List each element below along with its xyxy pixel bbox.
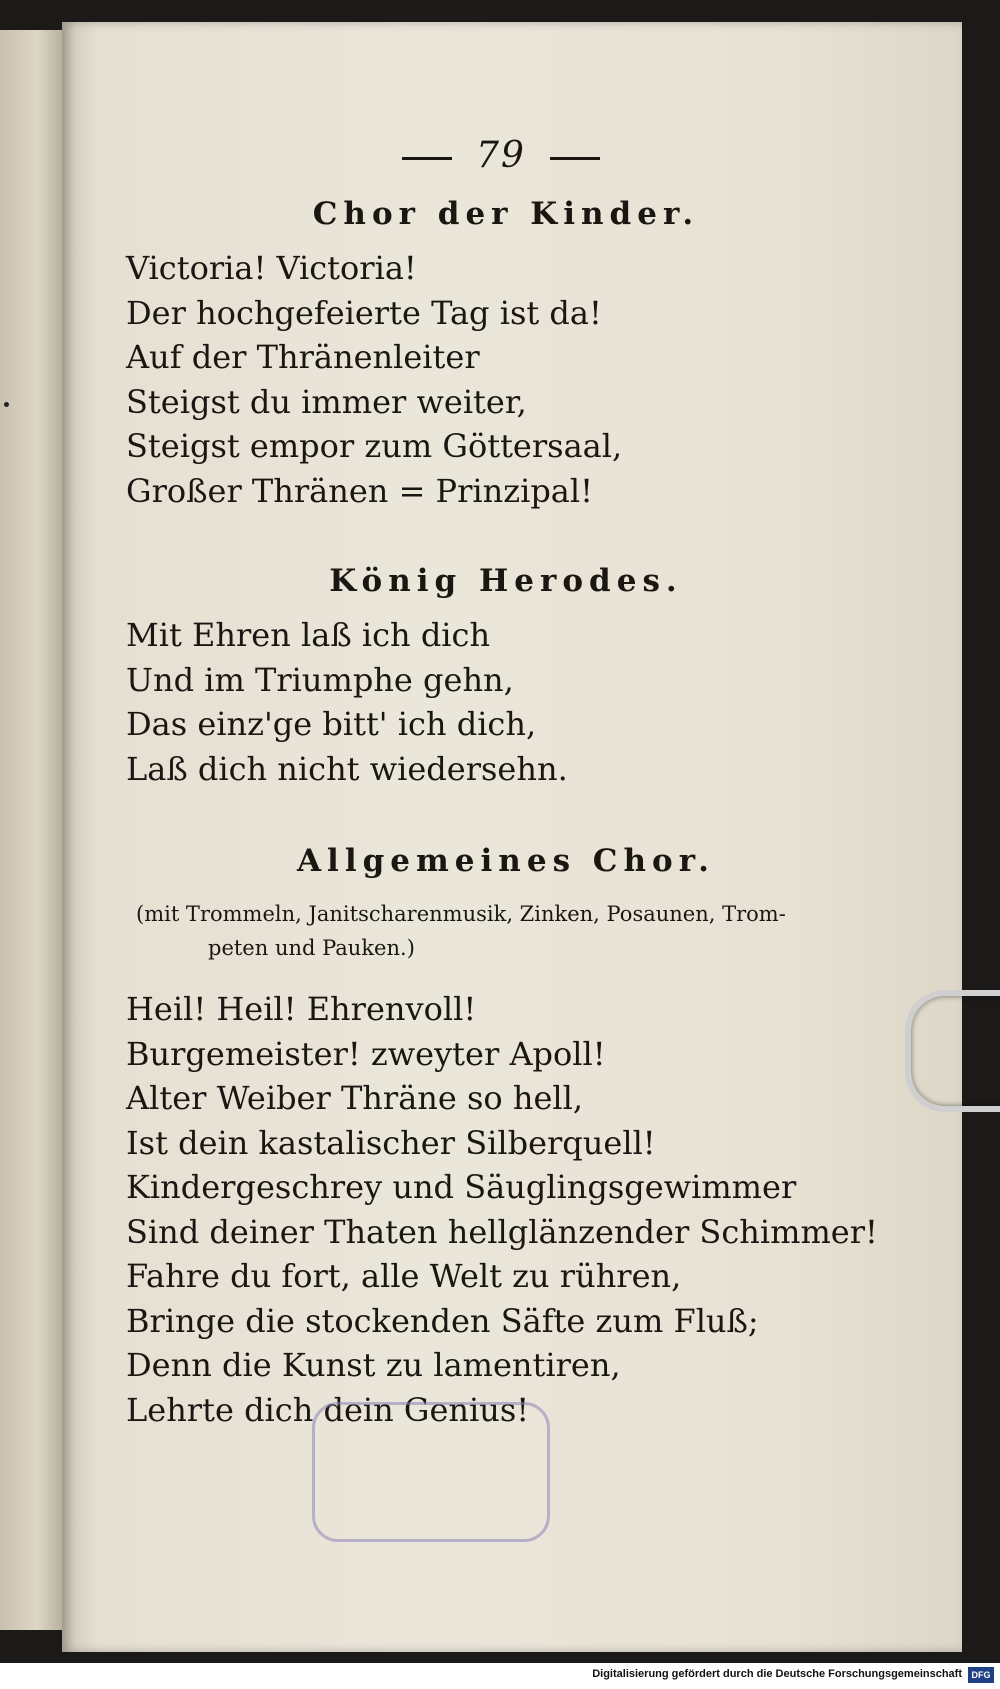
verse-koenig-herodes: [126, 613, 846, 791]
left-page-edge: [0, 30, 62, 1630]
verse-line: Lehrte dich dein Genius!: [126, 1390, 530, 1429]
verse-line: Denn die Kunst zu lamentiren,: [126, 1346, 621, 1384]
verse-line: Burgemeister! zweyter Apoll!: [126, 1034, 606, 1073]
stage-direction: [136, 897, 836, 965]
heading-koenig-herodes: König Herodes.: [329, 563, 683, 599]
verse-line: Ist dein kastalischer Silberquell!: [126, 1123, 656, 1162]
verse-line: Und im Triumphe gehn,: [126, 660, 514, 699]
page-content: [126, 135, 878, 1432]
verse-line: Das einz'ge bitt' ich dich,: [126, 705, 537, 743]
verse-line: Alter Weiber Thräne so hell,: [126, 1079, 584, 1117]
verse-line: Bringe die stockenden Säfte zum Fluß;: [126, 1301, 759, 1340]
verse-chor-der-kinder: [126, 246, 846, 513]
stage-direction-line: peten und Pauken.): [208, 936, 415, 960]
verse-line: Laß dich nicht wiedersehn.: [126, 749, 568, 788]
left-page-mark: [4, 402, 9, 407]
verse-line: Auf der Thränenleiter: [126, 338, 480, 376]
header-dash-left: [402, 157, 452, 160]
funding-credit: Digitalisierung gefördert durch die Deutsche Forschungsgemeinschaft: [592, 1668, 962, 1680]
verse-allgemeines-chor: [126, 987, 878, 1432]
verse-line: Heil! Heil! Ehrenvoll!: [126, 990, 477, 1028]
verse-line: Steigst empor zum Göttersaal,: [126, 427, 623, 465]
header-dash-right: [550, 157, 600, 160]
verse-line: Steigst du immer weiter,: [126, 382, 527, 421]
verse-line: Großer Thränen = Prinzipal!: [126, 471, 593, 510]
stage-direction-line: (mit Trommeln, Janitscharenmusik, Zinken, Posaunen, Trom-: [136, 902, 786, 926]
library-stamp: [312, 1402, 550, 1542]
verse-line: Mit Ehren laß ich dich: [126, 616, 491, 654]
verse-line: Der hochgefeierte Tag ist da!: [126, 293, 602, 332]
verse-line: Victoria! Victoria!: [126, 249, 417, 287]
verse-line: Fahre du fort, alle Welt zu rühren,: [126, 1257, 682, 1295]
heading-allgemeines-chor: Allgemeines Chor.: [297, 843, 715, 879]
page-number: 79: [476, 135, 526, 176]
verse-line: Kindergeschrey und Säuglingsgewimmer: [126, 1168, 797, 1206]
dfg-logo-icon: DFG: [968, 1667, 994, 1683]
verse-line: Sind deiner Thaten hellglänzender Schimmer!: [126, 1212, 878, 1251]
page-clip: [905, 990, 1000, 1112]
heading-chor-der-kinder: Chor der Kinder.: [312, 196, 700, 232]
footer-bar: [0, 1663, 1000, 1689]
page-number-header: [156, 135, 846, 176]
